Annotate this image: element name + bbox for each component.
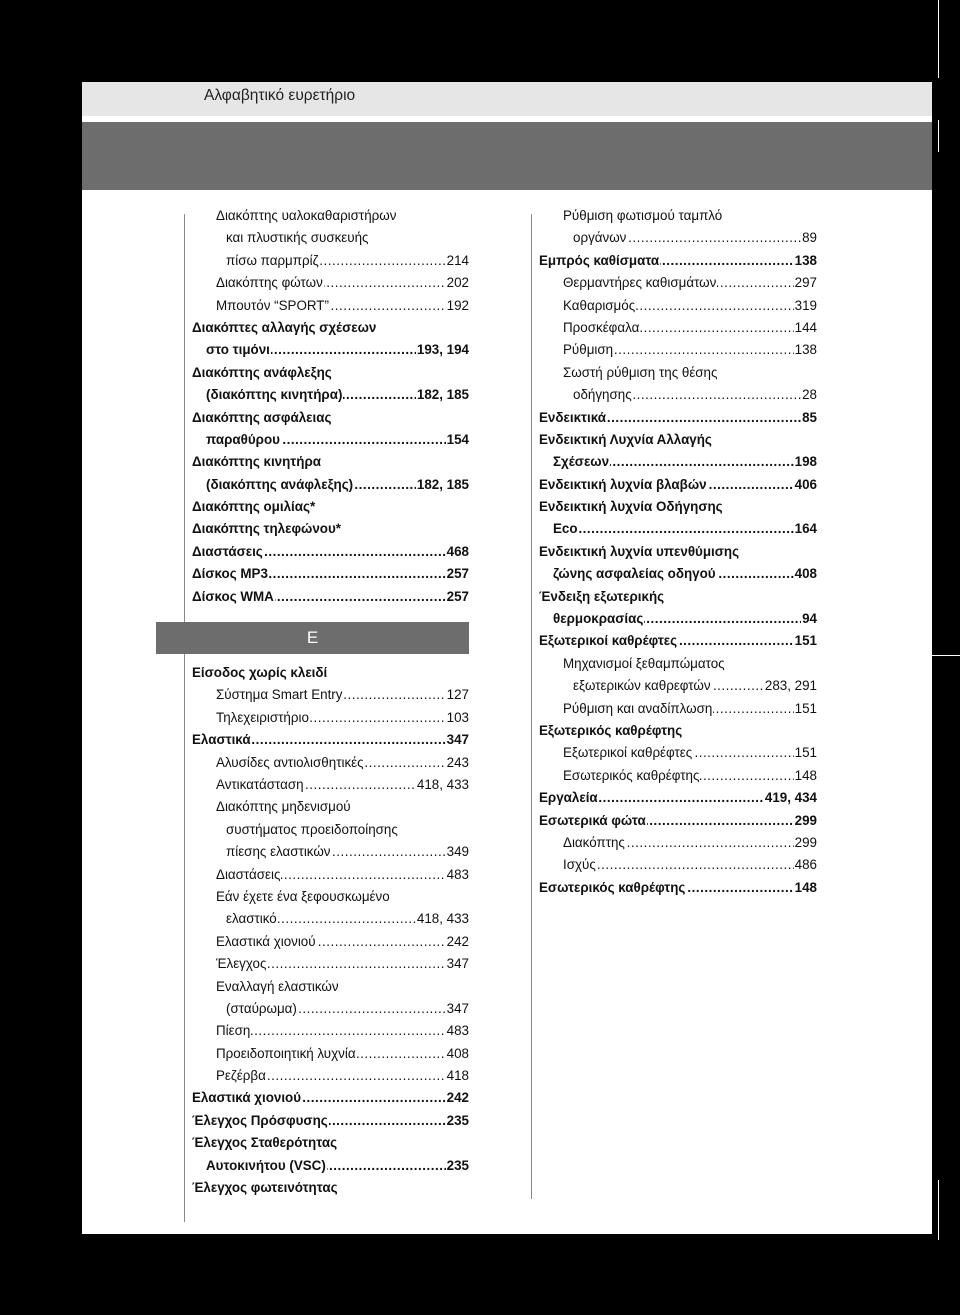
index-entry-text: Ρύθμιση (563, 342, 614, 358)
index-entry (192, 496, 469, 518)
index-entry-page: 151 (794, 698, 817, 720)
index-entry (192, 729, 469, 751)
header-band (82, 122, 932, 190)
index-entry (539, 407, 817, 429)
index-entry (192, 474, 469, 496)
index-entry-page: 347 (446, 729, 469, 751)
index-entry-page: 486 (794, 854, 817, 876)
index-entry-page: 283, 291 (764, 675, 817, 697)
index-entry-page: 151 (794, 742, 817, 764)
index-entry-page: 148 (794, 765, 817, 787)
index-entry (192, 796, 469, 818)
index-entry (539, 563, 817, 585)
index-entry-text: Εσωτερικός καθρέφτης (539, 879, 686, 895)
index-entry-text: Ενδεικτικά (539, 409, 606, 425)
index-entry (539, 451, 817, 473)
index-entry-text: Ελαστικά χιονιού (216, 933, 316, 949)
index-entry (539, 474, 817, 496)
index-entry-text: Εξωτερικός καθρέφτης (539, 722, 683, 738)
index-entry-page: 347 (446, 998, 469, 1020)
index-entry (192, 908, 469, 930)
index-entry-page: 408 (794, 563, 817, 585)
crop-mark-bottom (938, 1180, 939, 1240)
index-entry-text: συστήματος προειδοποίησης (226, 821, 398, 837)
index-entry (192, 953, 469, 975)
index-entry-text: Εξωτερικοί καθρέφτες (563, 745, 693, 761)
index-entry-text: Διακόπτης κινητήρα (192, 454, 321, 470)
index-entry-text: οργάνων (573, 230, 627, 246)
header-strip (82, 82, 932, 116)
index-entry (192, 429, 469, 451)
index-entry (539, 608, 817, 630)
index-entry (192, 317, 469, 339)
index-entry (539, 518, 817, 540)
index-entry (192, 384, 469, 406)
index-entry-page: 257 (446, 586, 469, 608)
index-entry-text: Έλεγχος Σταθερότητας (192, 1135, 338, 1151)
index-entry-text: Διακόπτης μηδενισμού (216, 799, 351, 815)
index-entry (192, 752, 469, 774)
index-entry (539, 250, 817, 272)
index-entry-text: Αλυσίδες αντιολισθητικές (216, 754, 364, 770)
index-entry (539, 877, 817, 899)
index-entry-text: στο τιμόνι (206, 342, 270, 358)
index-entry-page: 192 (446, 295, 469, 317)
index-entry-page: 127 (446, 684, 469, 706)
index-entry-text: Ρύθμιση φωτισμού ταμπλό (563, 208, 723, 223)
index-entry-page: 103 (446, 707, 469, 729)
index-entry-page: 483 (446, 864, 469, 886)
index-entry-text: Διακόπτες αλλαγής σχέσεων (192, 319, 377, 335)
index-entry-text: Ενδεικτική λυχνία βλαβών (539, 476, 707, 492)
index-entry-text: θερμοκρασίας (553, 611, 644, 627)
index-entry-text: Τηλεχειριστήριο (216, 709, 309, 725)
index-entry-page: 214 (446, 250, 469, 272)
index-entry (539, 496, 817, 518)
index-entry-text: Διακόπτης ανάφλεξης (192, 364, 332, 380)
index-entry (192, 1065, 469, 1087)
index-entry-text: Έλεγχος Πρόσφυσης (192, 1112, 328, 1128)
index-entry-page: 28 (801, 384, 817, 406)
index-entry (539, 205, 817, 227)
index-entry-page: 418 (446, 1065, 469, 1087)
index-entry-page: 144 (794, 317, 817, 339)
index-entry-text: (διακόπτης κινητήρα) (206, 387, 343, 403)
index-entry-text: Διακόπτης τηλεφώνου* (192, 521, 341, 537)
index-entry (539, 742, 817, 764)
index-entry-text: Εργαλεία (539, 790, 598, 806)
index-entry-page: 483 (446, 1020, 469, 1042)
index-entry-text: Εάν έχετε ένα ξεφουσκωμένο (216, 888, 390, 904)
index-entry-text: Σύστημα Smart Entry (216, 687, 343, 703)
index-entry (192, 563, 469, 585)
index-entry-text: Εσωτερικά φώτα (539, 812, 646, 828)
index-entry-page: 198 (794, 451, 817, 473)
index-entry-page: 138 (794, 339, 817, 361)
index-entry (539, 832, 817, 854)
index-entry-text: Δίσκος WMA (192, 588, 274, 604)
index-entry-text: Εξωτερικοί καθρέφτες (539, 633, 678, 649)
index-entry-text: Ενδεικτική Λυχνία Αλλαγής (539, 431, 712, 447)
index-entry-text: ζώνης ασφαλείας οδηγού (553, 566, 716, 582)
index-entry (539, 317, 817, 339)
section-letter: Ε (306, 628, 319, 648)
index-entry-text: Αυτοκινήτου (VSC) (206, 1157, 326, 1173)
index-entry (192, 541, 469, 563)
index-entry (192, 707, 469, 729)
index-entry-text: ελαστικό (226, 911, 277, 927)
index-entry-page: 468 (446, 541, 469, 563)
index-entry-page: 242 (446, 931, 469, 953)
index-entry-text: (σταύρωμα) (226, 1000, 297, 1016)
index-entry (192, 1132, 469, 1154)
index-entry (539, 339, 817, 361)
index-entry-page: 154 (446, 429, 469, 451)
index-entry (192, 886, 469, 908)
index-entry-page: 297 (794, 272, 817, 294)
index-entry (192, 451, 469, 473)
page-title: Αλφαβητικό ευρετήριο (204, 87, 356, 104)
index-entry-text: Έλεγχος φωτεινότητας (192, 1180, 338, 1196)
index-entry-page: 182, 185 (416, 474, 469, 496)
index-entry-page: 193, 194 (416, 339, 469, 361)
index-entry-text: Θερμαντήρες καθισμάτων (563, 275, 717, 291)
index-entry-page: 319 (794, 295, 817, 317)
index-entry-page: 202 (446, 272, 469, 294)
index-entry (539, 653, 817, 675)
index-entry (192, 586, 469, 608)
index-entry-text: Διακόπτης (563, 834, 625, 850)
index-entry (192, 362, 469, 384)
index-entry (192, 841, 469, 863)
index-entry (192, 684, 469, 706)
index-entry-page: 242 (446, 1087, 469, 1109)
index-entry (539, 227, 817, 249)
crop-mark-mid (938, 120, 939, 152)
index-entry (192, 407, 469, 429)
right-column (539, 205, 817, 899)
index-entry-page: 347 (446, 953, 469, 975)
index-entry-page: 94 (801, 608, 817, 630)
index-entry (192, 774, 469, 796)
index-entry-page: 85 (801, 407, 817, 429)
index-entry-page: 148 (794, 877, 817, 899)
index-entry-page: 257 (446, 563, 469, 585)
index-entry-page: 408 (446, 1043, 469, 1065)
index-entry (192, 864, 469, 886)
index-entry-page: 406 (794, 474, 817, 496)
left-entries-top (192, 205, 469, 608)
manual-page (82, 82, 932, 1234)
index-entry-text: Προσκέφαλα (563, 319, 640, 335)
index-entry (539, 295, 817, 317)
index-entry-text: Ελαστικά (192, 732, 251, 748)
index-entry-text: Ρεζέρβα (216, 1068, 266, 1084)
index-entry (539, 429, 817, 451)
crop-mark-top (938, 0, 939, 78)
index-entry-text: Μηχανισμοί ξεθαμπώματος (563, 655, 725, 671)
index-entry (192, 1043, 469, 1065)
index-entry-page: 418, 433 (416, 908, 469, 930)
index-entry (539, 675, 817, 697)
index-entry (192, 272, 469, 294)
index-entry (192, 1110, 469, 1132)
index-entry (539, 272, 817, 294)
index-entry-text: Ισχύς (563, 857, 596, 873)
index-entry-text: Ελαστικά χιονιού (192, 1090, 302, 1106)
index-entry-text: παραθύρου (206, 431, 280, 447)
index-entry (539, 854, 817, 876)
index-entry-text: Διακόπτης φώτων (216, 275, 323, 291)
index-entry (192, 819, 469, 841)
index-entry-text: Αντικατάσταση (216, 776, 304, 792)
index-entry-text: Διαστάσεις (192, 543, 263, 559)
index-entry (192, 1177, 469, 1199)
index-entry-page: 299 (794, 832, 817, 854)
index-entry (539, 586, 817, 608)
index-entry (539, 541, 817, 563)
index-entry (192, 227, 469, 249)
index-entry-text: Έλεγχος (216, 956, 267, 972)
left-column-rule (184, 214, 185, 1222)
index-entry (192, 205, 469, 227)
index-entry-text: Πίεση (216, 1023, 251, 1039)
crop-mark-horizontal (920, 655, 960, 656)
index-entry-text: Διαστάσεις (216, 866, 281, 882)
index-entry-text: Εσωτερικός καθρέφτης (563, 767, 700, 783)
center-column-rule (531, 214, 532, 1199)
index-entry-page: 243 (446, 752, 469, 774)
index-entry-text: Εναλλαγή ελαστικών (216, 978, 339, 994)
index-entry (539, 698, 817, 720)
left-column (192, 205, 469, 1199)
index-entry-page: 235 (446, 1110, 469, 1132)
index-entry (192, 976, 469, 998)
index-entry (192, 662, 469, 684)
index-entry-page: 299 (794, 810, 817, 832)
index-entry-page: 349 (446, 841, 469, 863)
left-entries-bottom (192, 662, 469, 1199)
index-entry-text: Eco (553, 521, 578, 537)
index-entry (192, 339, 469, 361)
index-entry-text: εξωτερικών καθρεφτών (573, 678, 711, 694)
index-entry-page: 138 (794, 250, 817, 272)
index-entry-text: Καθαρισμός (563, 297, 636, 313)
index-entry (192, 295, 469, 317)
index-entry (192, 931, 469, 953)
index-entry (192, 998, 469, 1020)
index-entry-text: (διακόπτης ανάφλεξης) (206, 476, 354, 492)
index-entry-page: 418, 433 (416, 774, 469, 796)
index-entry (192, 518, 469, 540)
index-entry-text: οδήγησης (573, 387, 632, 403)
index-entry (192, 1087, 469, 1109)
section-header-epsilon (156, 622, 469, 654)
index-entry-text: Είσοδος χωρίς κλειδί (192, 665, 328, 681)
index-entry-page: 151 (794, 630, 817, 652)
index-entry (539, 384, 817, 406)
index-entry-text: Εμπρός καθίσματα (539, 252, 660, 268)
index-entry-text: Διακόπτης ομιλίας* (192, 499, 316, 515)
index-entry-text: Προειδοποιητική λυχνία (216, 1045, 356, 1061)
index-entry (192, 250, 469, 272)
index-entry (539, 810, 817, 832)
index-entry-text: Διακόπτης υαλοκαθαριστήρων (216, 208, 397, 223)
index-entry-text: Δίσκος MP3 (192, 566, 268, 582)
index-entry (539, 720, 817, 742)
index-entry (192, 1155, 469, 1177)
index-entry-text: Σχέσεων (553, 454, 610, 470)
index-entry-page: 89 (801, 227, 817, 249)
index-entry-text: Ένδειξη εξωτερικής (539, 588, 665, 604)
index-entry-text: Διακόπτης ασφάλειας (192, 409, 332, 425)
index-entry-page: 164 (794, 518, 817, 540)
index-entry-text: πίεσης ελαστικών (226, 844, 331, 860)
index-entry-page: 419, 434 (764, 787, 817, 809)
right-entries (539, 205, 817, 899)
index-entry-text: Ενδεικτική λυχνία υπενθύμισης (539, 543, 740, 559)
index-entry (539, 787, 817, 809)
index-entry-page: 182, 185 (416, 384, 469, 406)
index-entry-text: Ενδεικτική λυχνία Οδήγησης (539, 499, 723, 515)
index-entry-text: Μπουτόν “SPORT” (216, 297, 329, 313)
index-entry (539, 765, 817, 787)
index-entry-page: 235 (446, 1155, 469, 1177)
index-entry-text: Σωστή ρύθμιση της θέσης (563, 364, 718, 380)
index-entry (539, 362, 817, 384)
index-entry-text: Ρύθμιση και αναδίπλωση (563, 700, 713, 716)
index-entry-text: και πλυστικής συσκευής (226, 230, 369, 246)
index-entry (539, 630, 817, 652)
index-entry-text: πίσω παρμπρίζ (226, 252, 319, 268)
index-entry (192, 1020, 469, 1042)
